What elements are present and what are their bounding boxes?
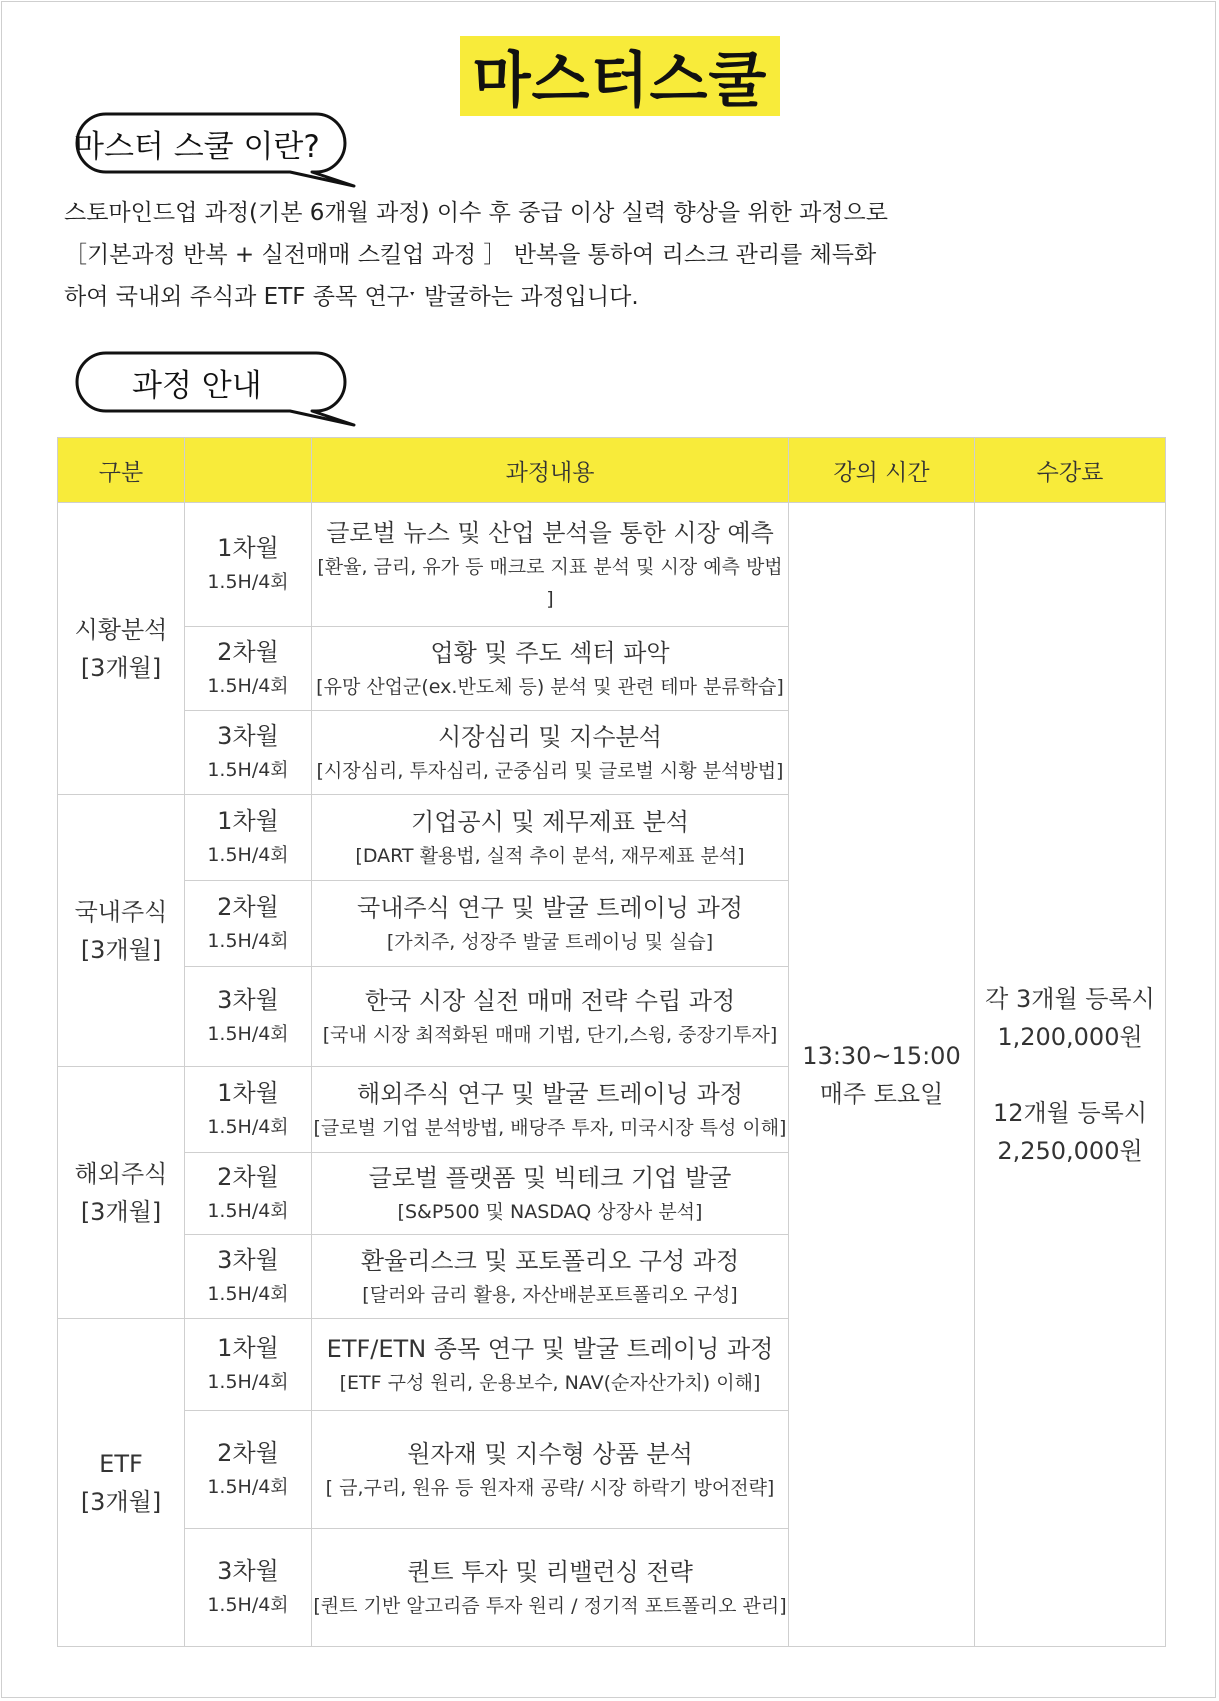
content-cell bbox=[312, 1319, 789, 1411]
content-title: ETF/ETN 종목 연구 및 발굴 트레이닝 과정 bbox=[326, 1334, 774, 1363]
fee-cell bbox=[975, 503, 1166, 1647]
fee-3month-label: 각 3개월 등록시 bbox=[985, 984, 1155, 1013]
intro-line: ［기본과정 반복 + 실전매매 스킬업 과정 ］ 반복을 통하여 리스크 관리를 체득화 bbox=[64, 242, 877, 268]
content-cell bbox=[312, 1067, 789, 1153]
content-title: 국내주식 연구 및 발굴 트레이닝 과정 bbox=[357, 893, 743, 922]
session-label: 1.5H/4회 bbox=[207, 929, 289, 952]
content-detail: [퀀트 기반 알고리즘 투자 원리 / 정기적 포트폴리오 관리] bbox=[313, 1594, 787, 1617]
month-cell bbox=[185, 503, 312, 627]
month-cell bbox=[185, 1153, 312, 1235]
content-title: 한국 시장 실전 매매 전략 수립 과정 bbox=[364, 986, 736, 1015]
category-name: 시황분석 bbox=[74, 615, 168, 644]
session-label: 1.5H/4회 bbox=[207, 1370, 289, 1393]
content-cell bbox=[312, 881, 789, 967]
content-detail: [가치주, 성장주 발굴 트레이닝 및 실습] bbox=[386, 930, 714, 953]
session-label: 1.5H/4회 bbox=[207, 1475, 289, 1498]
content-title: 해외주식 연구 및 발굴 트레이닝 과정 bbox=[357, 1079, 743, 1108]
table-row bbox=[58, 503, 1166, 627]
content-title: 환율리스크 및 포토폴리오 구성 과정 bbox=[360, 1246, 740, 1275]
category-cell bbox=[58, 795, 185, 1067]
category-period: [3개월] bbox=[80, 1487, 162, 1516]
session-label: 1.5H/4회 bbox=[207, 1282, 289, 1305]
session-label: 1.5H/4회 bbox=[207, 1593, 289, 1616]
course-table bbox=[57, 437, 1166, 1647]
month-label: 2차월 bbox=[217, 1162, 279, 1191]
category-cell bbox=[58, 503, 185, 795]
content-title: 글로벌 플랫폼 및 빅테크 기업 발굴 bbox=[368, 1163, 732, 1192]
page-title: 마스터스쿨 bbox=[472, 46, 768, 116]
about-speech-bubble bbox=[54, 112, 370, 188]
category-period: [3개월] bbox=[80, 653, 162, 682]
content-detail: [달러와 금리 활용, 자산배분포트폴리오 구성] bbox=[362, 1283, 738, 1306]
category-cell bbox=[58, 1067, 185, 1319]
content-detail: [시장심리, 투자심리, 군중심리 및 글로벌 시황 분석방법] bbox=[316, 759, 784, 782]
content-cell bbox=[312, 503, 789, 627]
category-period: [3개월] bbox=[80, 1197, 162, 1226]
category-cell bbox=[58, 1319, 185, 1647]
header-fee: 수강료 bbox=[975, 438, 1166, 503]
content-title: 업황 및 주도 섹터 파악 bbox=[430, 638, 670, 667]
month-cell bbox=[185, 1529, 312, 1647]
month-cell bbox=[185, 1235, 312, 1319]
session-label: 1.5H/4회 bbox=[207, 1199, 289, 1222]
content-title: 퀀트 투자 및 리밸런싱 전략 bbox=[407, 1557, 693, 1586]
content-detail: [환율, 금리, 유가 등 매크로 지표 분석 및 시장 예측 방법 ] bbox=[317, 555, 783, 610]
about-heading: 마스터 스쿨 이란? bbox=[74, 128, 320, 165]
content-title: 글로벌 뉴스 및 산업 분석을 통한 시장 예측 bbox=[326, 518, 774, 547]
header-category: 구분 bbox=[58, 438, 185, 503]
month-label: 2차월 bbox=[217, 892, 279, 921]
category-name: 국내주식 bbox=[74, 897, 168, 926]
content-detail: [글로벌 기업 분석방법, 배당주 투자, 미국시장 특성 이해] bbox=[313, 1116, 787, 1139]
month-cell bbox=[185, 1411, 312, 1529]
time-day: 매주 토요일 bbox=[819, 1079, 944, 1108]
content-detail: [ETF 구성 원리, 운용보수, NAV(순자산가치) 이해] bbox=[339, 1371, 761, 1394]
table-header-row bbox=[58, 438, 1166, 503]
time-range: 13:30~15:00 bbox=[802, 1041, 961, 1070]
month-cell bbox=[185, 627, 312, 711]
session-label: 1.5H/4회 bbox=[207, 758, 289, 781]
category-name: 해외주식 bbox=[74, 1159, 168, 1188]
month-label: 3차월 bbox=[217, 721, 279, 750]
content-title: 기업공시 및 제무제표 분석 bbox=[411, 807, 689, 836]
month-cell bbox=[185, 795, 312, 881]
category-name: ETF bbox=[99, 1449, 143, 1478]
content-detail: [DART 활용법, 실적 추이 분석, 재무제표 분석] bbox=[355, 844, 745, 867]
session-label: 1.5H/4회 bbox=[207, 1022, 289, 1045]
content-detail: [S&P500 및 NASDAQ 상장사 분석] bbox=[397, 1200, 703, 1223]
month-cell bbox=[185, 1319, 312, 1411]
content-cell bbox=[312, 1411, 789, 1529]
time-cell bbox=[789, 503, 975, 1647]
guide-speech-bubble bbox=[54, 351, 370, 427]
content-title: 원자재 및 지수형 상품 분석 bbox=[407, 1439, 693, 1468]
intro-paragraph bbox=[64, 192, 964, 318]
month-label: 3차월 bbox=[217, 1556, 279, 1585]
session-label: 1.5H/4회 bbox=[207, 674, 289, 697]
session-label: 1.5H/4회 bbox=[207, 570, 289, 593]
session-label: 1.5H/4회 bbox=[207, 1115, 289, 1138]
month-label: 1차월 bbox=[217, 1333, 279, 1362]
month-cell bbox=[185, 881, 312, 967]
page-frame bbox=[1, 1, 1216, 1698]
guide-heading: 과정 안내 bbox=[132, 367, 262, 404]
content-cell bbox=[312, 1153, 789, 1235]
header-month bbox=[185, 438, 312, 503]
header-content: 과정내용 bbox=[312, 438, 789, 503]
content-detail: [ 금,구리, 원유 등 원자재 공략/ 시장 하락기 방어전략] bbox=[325, 1476, 775, 1499]
fee-3month-price: 1,200,000원 bbox=[997, 1022, 1143, 1051]
month-cell bbox=[185, 711, 312, 795]
fee-12month-label: 12개월 등록시 bbox=[992, 1098, 1148, 1127]
intro-line: 스토마인드업 과정(기본 6개월 과정) 이수 후 중급 이상 실력 향상을 위한 과정으로 bbox=[64, 200, 888, 226]
month-label: 3차월 bbox=[217, 985, 279, 1014]
fee-12month-price: 2,250,000원 bbox=[997, 1136, 1143, 1165]
content-cell bbox=[312, 711, 789, 795]
content-detail: [유망 산업군(ex.반도체 등) 분석 및 관련 테마 분류학습] bbox=[316, 675, 784, 698]
header-time: 강의 시간 bbox=[789, 438, 975, 503]
title-banner bbox=[460, 36, 780, 116]
content-detail: [국내 시장 최적화된 매매 기법, 단기,스윙, 중장기투자] bbox=[322, 1023, 778, 1046]
content-cell bbox=[312, 627, 789, 711]
month-cell bbox=[185, 1067, 312, 1153]
month-label: 1차월 bbox=[217, 1078, 279, 1107]
month-cell bbox=[185, 967, 312, 1067]
content-cell bbox=[312, 1235, 789, 1319]
category-period: [3개월] bbox=[80, 935, 162, 964]
content-cell bbox=[312, 795, 789, 881]
content-cell bbox=[312, 1529, 789, 1647]
month-label: 1차월 bbox=[217, 533, 279, 562]
session-label: 1.5H/4회 bbox=[207, 843, 289, 866]
content-title: 시장심리 및 지수분석 bbox=[438, 722, 662, 751]
month-label: 1차월 bbox=[217, 806, 279, 835]
month-label: 2차월 bbox=[217, 637, 279, 666]
intro-line: 하여 국내외 주식과 ETF 종목 연구ˑ 발굴하는 과정입니다. bbox=[64, 284, 639, 310]
content-cell bbox=[312, 967, 789, 1067]
month-label: 2차월 bbox=[217, 1438, 279, 1467]
month-label: 3차월 bbox=[217, 1245, 279, 1274]
